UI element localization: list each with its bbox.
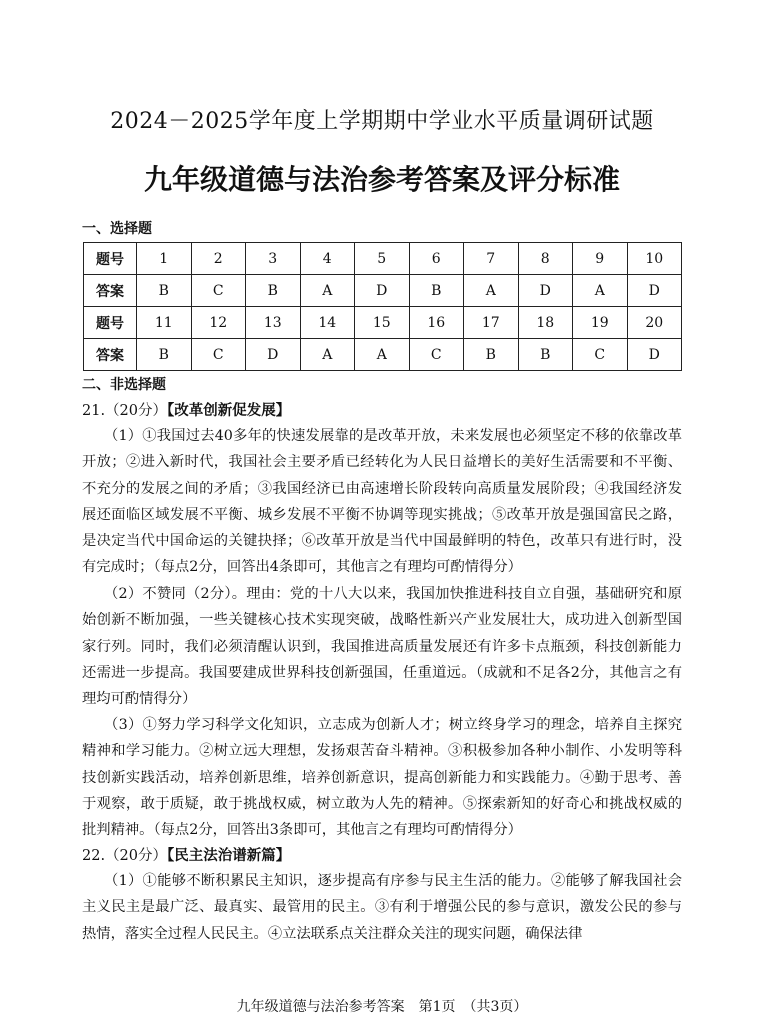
- page-footer: 九年级道德与法治参考答案 第1页 （共3页）: [236, 999, 528, 1015]
- question-number-cell: 4: [300, 243, 355, 275]
- answer-table: [83, 242, 682, 371]
- question-number-score: 22.（20分）: [82, 848, 168, 864]
- answer-cell: C: [409, 339, 464, 371]
- question-number-cell: 1: [137, 243, 192, 275]
- answer-cell: D: [355, 275, 410, 307]
- table-row: [84, 307, 682, 339]
- section-heading-nonchoice: 二、非选择题: [82, 377, 166, 393]
- q21-part-1: （1）①我国过去40多年的快速发展靠的是改革开放，未来发展也必须坚定不移的依靠改革开放；②进入新时代，我国社会主要矛盾已经转化为人民日益增长的美好生活需要和不平衡、不充分的发展之间的矛盾；③我国经济已由高速增长阶段转向高质量发展阶段；④我国经济发展还面临区域发展不平衡、城乡发展不平衡不协调等现实挑战；⑤改革开放是强国富民之路，是决定当代中国命运的关键抉择；⑥改革开放是当代中国最鲜明的特色，改革只有进行时，没有完成时；（每点2分，回答出4条即可，其他言之有理均可酌情得分）: [82, 428, 682, 576]
- section-heading-choice: 一、选择题: [82, 221, 152, 237]
- question-number-cell: 12: [191, 307, 246, 339]
- question-number-cell: 10: [627, 243, 682, 275]
- question-21-header: [82, 399, 290, 420]
- answer-cell: B: [137, 275, 192, 307]
- main-title: 九年级道德与法治参考答案及评分标准: [143, 163, 620, 196]
- answer-cell: B: [409, 275, 464, 307]
- question-number-cell: 15: [355, 307, 410, 339]
- question-22-header: [82, 844, 290, 865]
- question-number-cell: 6: [409, 243, 464, 275]
- answer-cell: B: [464, 339, 519, 371]
- question-number-cell: 3: [246, 243, 301, 275]
- question-number-cell: 19: [573, 307, 628, 339]
- q21-part-3: （3）①努力学习科学文化知识，立志成为创新人才；树立终身学习的理念，培养自主探究精神和学习能力。②树立远大理想，发扬艰苦奋斗精神。③积极参加各种小制作、小发明等科技创新实践活动，培养创新思维，培养创新意识，提高创新能力和实践能力。④勤于思考、善于观察，敢于质疑，敢于挑战权威，树立敢为人先的精神。⑤探索新知的好奇心和挑战权威的批判精神。（每点2分，回答出3条即可，其他言之有理均可酌情得分）: [82, 717, 682, 839]
- question-number-cell: 9: [573, 243, 628, 275]
- row-label-question: 题号: [84, 243, 137, 275]
- question-topic: 【改革创新促发展】: [167, 403, 291, 419]
- table-row: [84, 243, 682, 275]
- answer-cell: B: [137, 339, 192, 371]
- question-number-cell: 14: [300, 307, 355, 339]
- question-number-cell: 11: [137, 307, 192, 339]
- question-number-cell: 13: [246, 307, 301, 339]
- row-label-answer: 答案: [84, 339, 137, 371]
- q21-part-2: （2）不赞同（2分）。理由：党的十八大以来，我国加快推进科技自立自强，基础研究和原始创新不断加强，一些关键核心技术实现突破，战略性新兴产业发展壮大，成功进入创新型国家行列。同时，我们必须清醒认识到，我国推进高质量发展还有许多卡点瓶颈，科技创新能力还需进一步提高。我国要建成世界科技创新强国，任重道远。（成就和不足各2分，其他言之有理均可酌情得分）: [82, 586, 682, 708]
- answer-cell: D: [518, 275, 573, 307]
- answer-cell: B: [518, 339, 573, 371]
- answer-cell: B: [246, 275, 301, 307]
- question-number-cell: 8: [518, 243, 573, 275]
- question-topic: 【民主法治谱新篇】: [167, 848, 291, 864]
- question-number-cell: 2: [191, 243, 246, 275]
- answer-cell: A: [300, 275, 355, 307]
- answer-cell: C: [573, 339, 628, 371]
- answer-cell: C: [191, 275, 246, 307]
- answer-cell: A: [464, 275, 519, 307]
- question-number-cell: 20: [627, 307, 682, 339]
- question-number-cell: 17: [464, 307, 519, 339]
- row-label-question: 题号: [84, 307, 137, 339]
- q22-part-1: （1）①能够不断积累民主知识，逐步提高有序参与民主生活的能力。②能够了解我国社会主义民主是最广泛、最真实、最管用的民主。③有利于增强公民的参与意识，激发公民的参与热情，落实全过程人民民主。④立法联系点关注群众关注的现实问题，确保法律: [82, 873, 682, 942]
- answer-cell: D: [627, 275, 682, 307]
- question-number-score: 21.（20分）: [82, 403, 168, 419]
- table-row: [84, 275, 682, 307]
- answer-cell: A: [573, 275, 628, 307]
- answer-cell: A: [355, 339, 410, 371]
- exam-title: 2024－2025学年度上学期期中学业水平质量调研试题: [110, 109, 654, 134]
- question-number-cell: 16: [409, 307, 464, 339]
- answer-cell: D: [246, 339, 301, 371]
- row-label-answer: 答案: [84, 275, 137, 307]
- question-number-cell: 7: [464, 243, 519, 275]
- answer-cell: D: [627, 339, 682, 371]
- table-row: [84, 339, 682, 371]
- question-number-cell: 18: [518, 307, 573, 339]
- question-number-cell: 5: [355, 243, 410, 275]
- answer-cell: A: [300, 339, 355, 371]
- answer-cell: C: [191, 339, 246, 371]
